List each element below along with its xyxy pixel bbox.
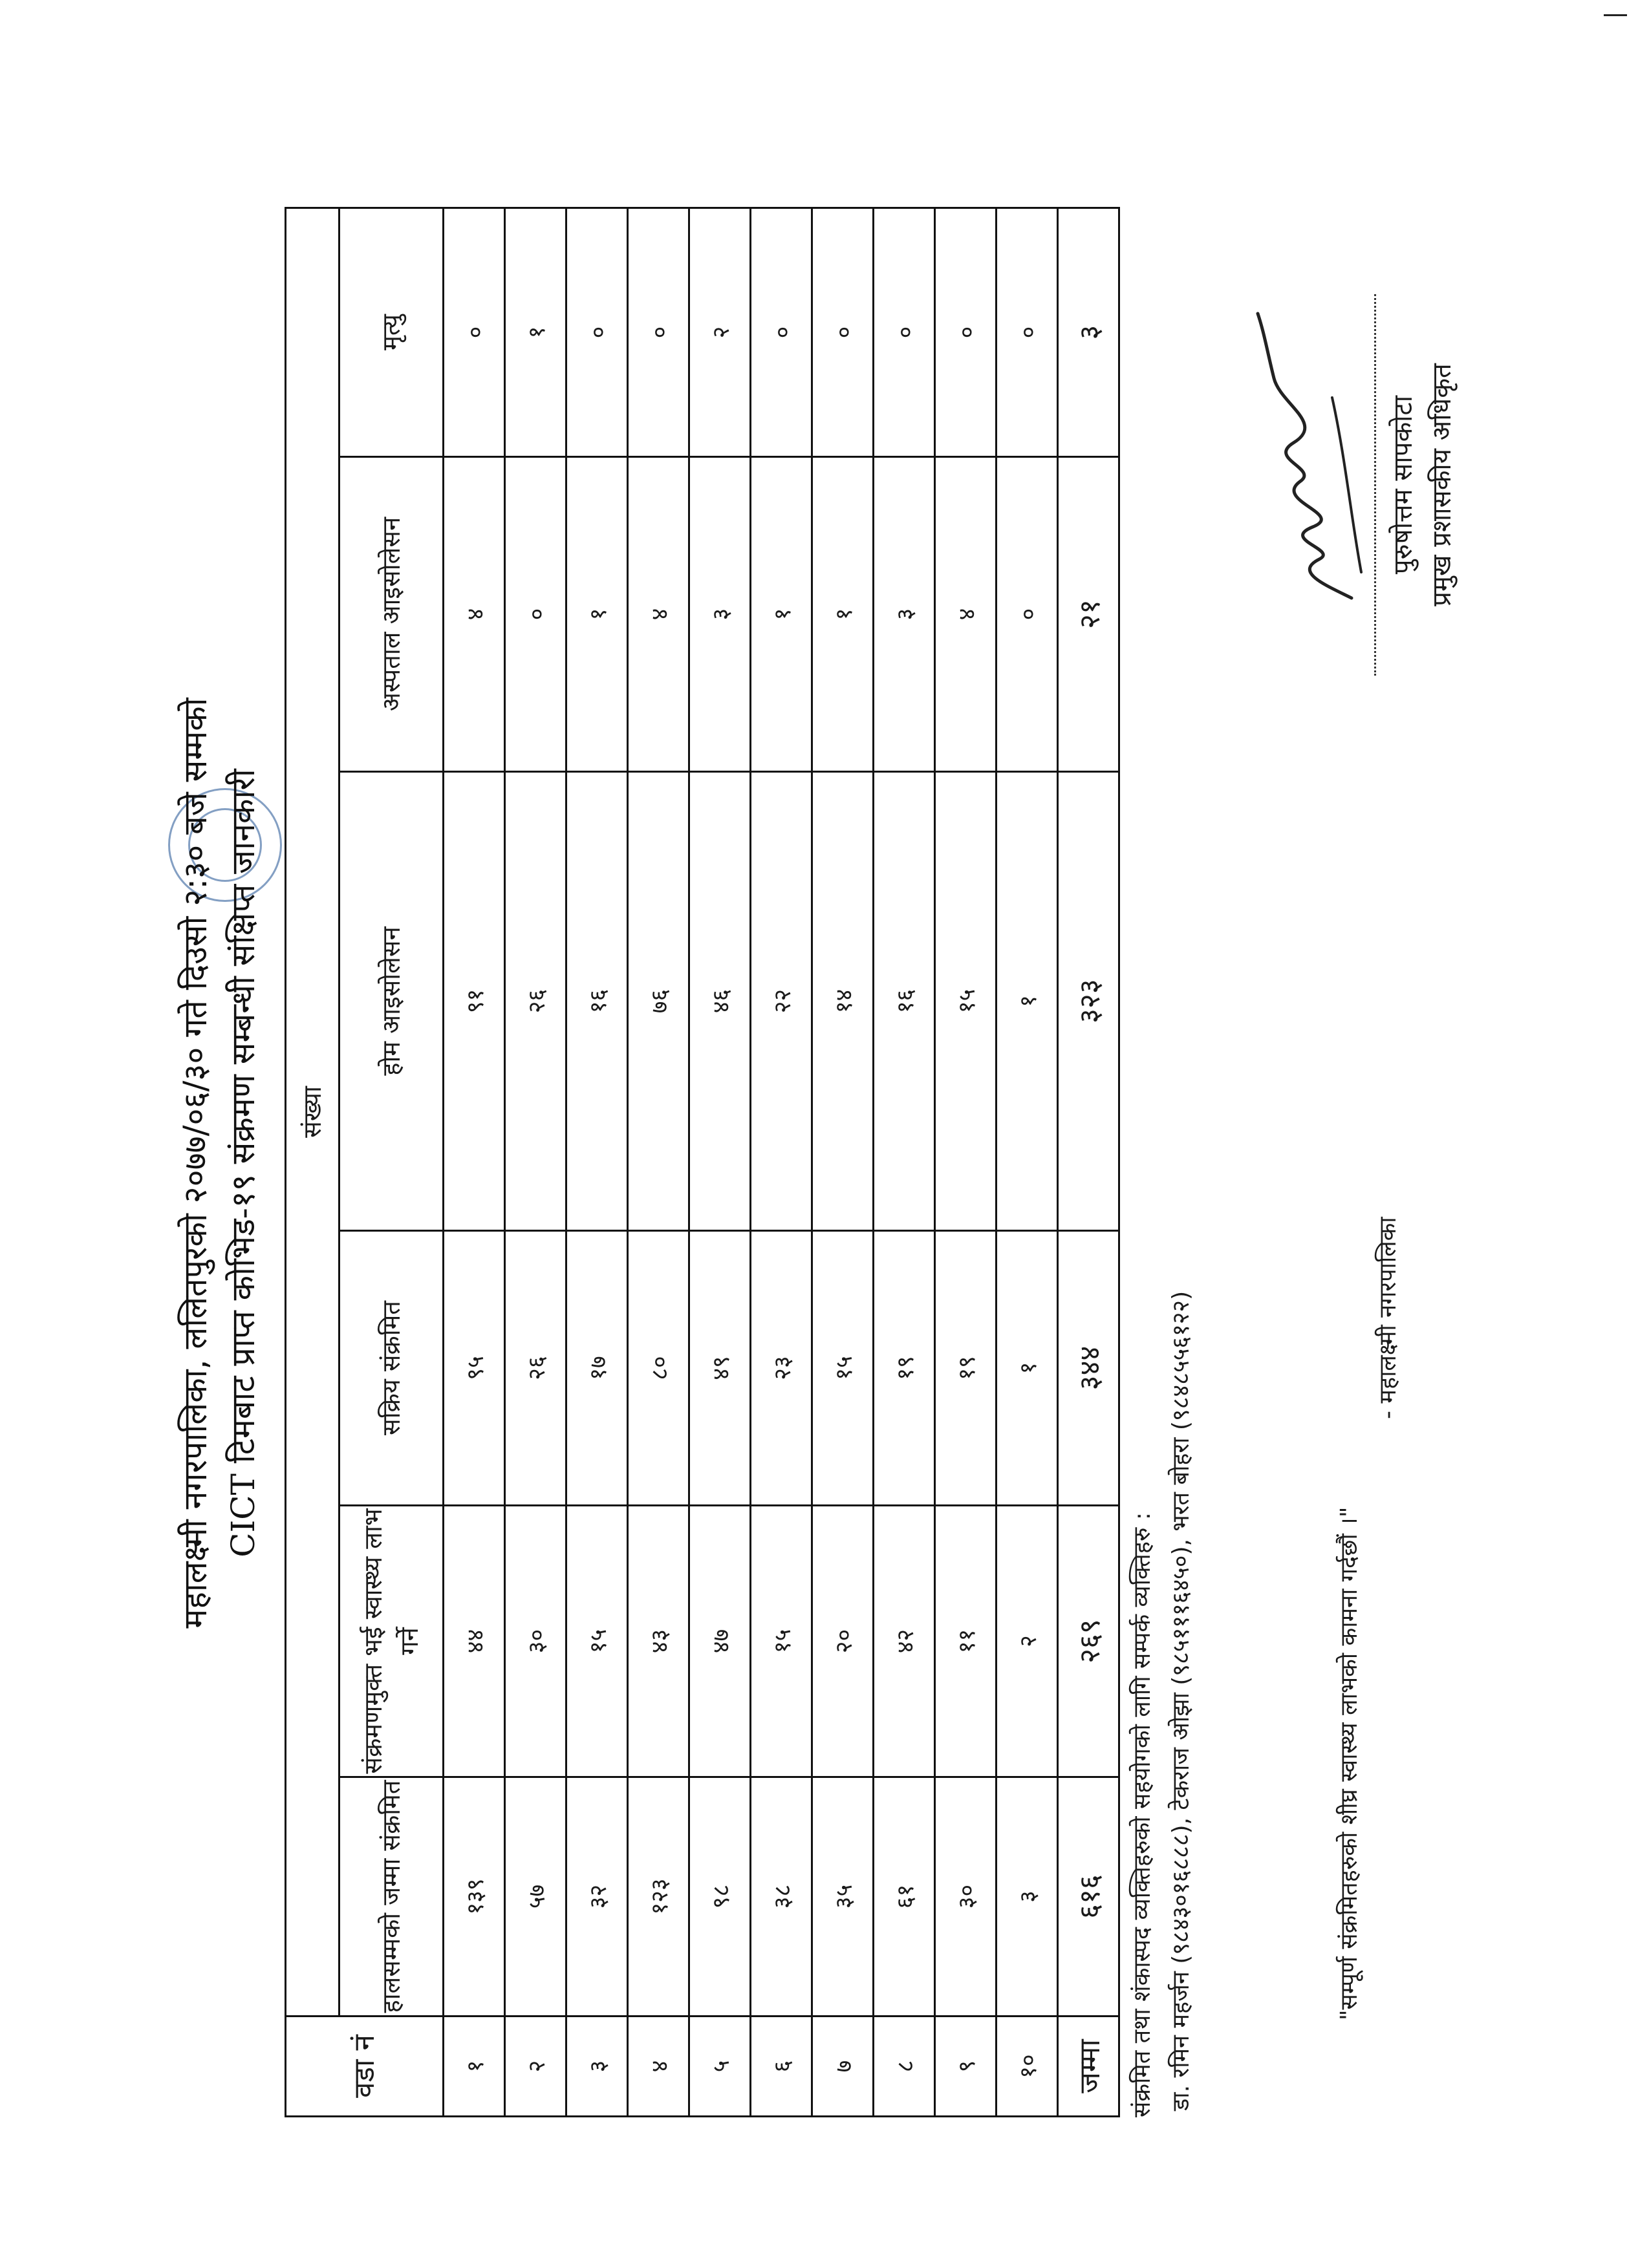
header-active: सक्रिय संक्रमित — [339, 1231, 444, 1506]
table-row — [812, 208, 874, 2116]
officer-name: पुरुषोत्तम सापकोटा — [1388, 395, 1418, 575]
cell-home-isolation: २६ — [505, 772, 566, 1231]
cell-ward: ६ — [751, 2017, 812, 2117]
cell-home-isolation: १ — [997, 772, 1058, 1231]
cell-active: २३ — [751, 1231, 812, 1506]
cell-deaths-sum: ३ — [1058, 208, 1119, 456]
cell-hospital-isolation: १ — [566, 457, 628, 772]
cell-deaths: ० — [812, 208, 874, 456]
cell-total-infected: १२३ — [628, 1777, 689, 2017]
cell-hospital-isolation: ४ — [935, 457, 997, 772]
cell-hospital-isolation: १ — [751, 457, 812, 772]
cell-home-isolation: ९१ — [444, 772, 505, 1231]
table-row — [628, 208, 689, 2116]
cell-recovered: १५ — [566, 1506, 628, 1777]
cell-hospital-isolation-sum: २१ — [1058, 457, 1119, 772]
table-row — [997, 208, 1058, 2116]
header-group-count: संख्या — [286, 208, 339, 2016]
contact-persons-heading: संक्रमित तथा शंकास्पद व्यक्तिहरुको सहयोगको लागि सम्पर्क व्यक्तिहरु : — [1129, 1512, 1156, 2117]
cell-ward: ५ — [689, 2017, 751, 2117]
cell-total-infected: १३९ — [444, 1777, 505, 2017]
cell-home-isolation: ४६ — [689, 772, 751, 1231]
cell-recovered: ११ — [935, 1506, 997, 1777]
cell-ward: ४ — [628, 2017, 689, 2117]
scan-corner-mark — [1604, 14, 1627, 16]
cell-deaths: ० — [874, 208, 935, 456]
table-row — [505, 208, 566, 2116]
cell-recovered: २ — [997, 1506, 1058, 1777]
cell-total-infected: ९८ — [689, 1777, 751, 2017]
cell-active: १९ — [935, 1231, 997, 1506]
cell-hospital-isolation: ० — [505, 457, 566, 772]
cell-active: ९५ — [444, 1231, 505, 1506]
cell-ward: ९ — [935, 2017, 997, 2117]
cell-ward: १० — [997, 2017, 1058, 2117]
cell-hospital-isolation: ३ — [689, 457, 751, 772]
covid-summary-table — [285, 207, 1120, 2117]
cell-recovered: २० — [812, 1506, 874, 1777]
cell-total-infected: ३ — [997, 1777, 1058, 2017]
cell-deaths: ० — [628, 208, 689, 456]
cell-ward: २ — [505, 2017, 566, 2117]
cell-total-infected: ३५ — [812, 1777, 874, 2017]
contact-persons-list: डा. रमिन महर्जन (९८४३०१६८८८), टेकराज ओझा (९८५१११६४५०), भरत बोहरा (९८४८५५६१२२) — [1168, 1290, 1194, 2111]
cell-active: १७ — [566, 1231, 628, 1506]
cell-active-sum: ३४४ — [1058, 1231, 1119, 1506]
cell-deaths: ० — [444, 208, 505, 456]
header-hospital-isolation: अस्पताल आइसोलेसन — [339, 457, 444, 772]
cell-recovered: ४२ — [874, 1506, 935, 1777]
cell-hospital-isolation: ३ — [874, 457, 935, 772]
cell-total-infected: ३० — [935, 1777, 997, 2017]
header-home-isolation: होम आइसोलेसन — [339, 772, 444, 1231]
table-row — [689, 208, 751, 2116]
cell-ward: १ — [444, 2017, 505, 2117]
cell-home-isolation-sum: ३२३ — [1058, 772, 1119, 1231]
cell-deaths: १ — [505, 208, 566, 456]
cell-home-isolation: २२ — [751, 772, 812, 1231]
cell-deaths: ० — [935, 208, 997, 456]
cell-recovered: १५ — [751, 1506, 812, 1777]
cell-home-isolation: १४ — [812, 772, 874, 1231]
cell-active: २६ — [505, 1231, 566, 1506]
header-deaths: मृत्यु — [339, 208, 444, 456]
table-row — [751, 208, 812, 2116]
cell-home-isolation: १६ — [874, 772, 935, 1231]
cell-total-infected: ६१ — [874, 1777, 935, 2017]
cell-hospital-isolation: ० — [997, 457, 1058, 772]
cell-home-isolation: १६ — [566, 772, 628, 1231]
table-row — [935, 208, 997, 2116]
recovery-wish-signature: - महालक्ष्मी नगरपालिका — [1375, 1217, 1401, 1419]
cell-recovered: ४४ — [444, 1506, 505, 1777]
header-ward: वडा नं — [286, 2017, 444, 2117]
cell-hospital-isolation: ४ — [444, 457, 505, 772]
table-row — [566, 208, 628, 2116]
recovery-wish-text: "सम्पूर्ण संक्रमितहरुको शीघ्र स्वास्थ्य लाभको कामना गर्दछौं ।" — [1336, 1506, 1363, 2020]
cell-total-label: जम्मा — [1058, 2017, 1119, 2117]
cell-deaths: ० — [997, 208, 1058, 456]
cell-total-infected: ३२ — [566, 1777, 628, 2017]
cell-hospital-isolation: ४ — [628, 457, 689, 772]
handwritten-signature-icon — [1255, 307, 1371, 611]
header-recovered: संक्रमणमुक्त भई स्वास्थ्य लाभ गर्ने — [339, 1506, 444, 1777]
cell-deaths: २ — [689, 208, 751, 456]
document-page — [168, 209, 1513, 2117]
cell-active: १९ — [874, 1231, 935, 1506]
cell-home-isolation: १५ — [935, 772, 997, 1231]
cell-total-infected-sum: ६१६ — [1058, 1777, 1119, 2017]
document-title: महालक्ष्मी नगरपालिका, ललितपुरको २०७७/०६/३० गते दिउसो २:३० बजे सम्मको — [177, 698, 214, 1629]
cell-active: १५ — [812, 1231, 874, 1506]
table-total-row — [1058, 208, 1119, 2116]
cell-deaths: ० — [566, 208, 628, 456]
cell-recovered: ४३ — [628, 1506, 689, 1777]
cell-recovered: ४७ — [689, 1506, 751, 1777]
cell-hospital-isolation: १ — [812, 457, 874, 772]
cell-deaths: ० — [751, 208, 812, 456]
cell-ward: ७ — [812, 2017, 874, 2117]
table-row — [874, 208, 935, 2116]
table-row — [444, 208, 505, 2116]
cell-ward: ८ — [874, 2017, 935, 2117]
officer-title: प्रमुख प्रशासकीय अधिकृत — [1427, 363, 1457, 606]
cell-home-isolation: ७६ — [628, 772, 689, 1231]
header-total-infected: हालसम्मको जम्मा संक्रमित — [339, 1777, 444, 2017]
cell-total-infected: ५७ — [505, 1777, 566, 2017]
cell-active: ४९ — [689, 1231, 751, 1506]
cell-active: ८० — [628, 1231, 689, 1506]
cell-active: १ — [997, 1231, 1058, 1506]
document-subtitle: CICT टिमबाट प्राप्त कोभिड-१९ संक्रमण सम्बन्धी संक्षिप्त जानकारी — [224, 769, 262, 1557]
signature-line — [1374, 294, 1376, 676]
cell-recovered-sum: २६९ — [1058, 1506, 1119, 1777]
cell-ward: ३ — [566, 2017, 628, 2117]
cell-recovered: ३० — [505, 1506, 566, 1777]
cell-total-infected: ३८ — [751, 1777, 812, 2017]
